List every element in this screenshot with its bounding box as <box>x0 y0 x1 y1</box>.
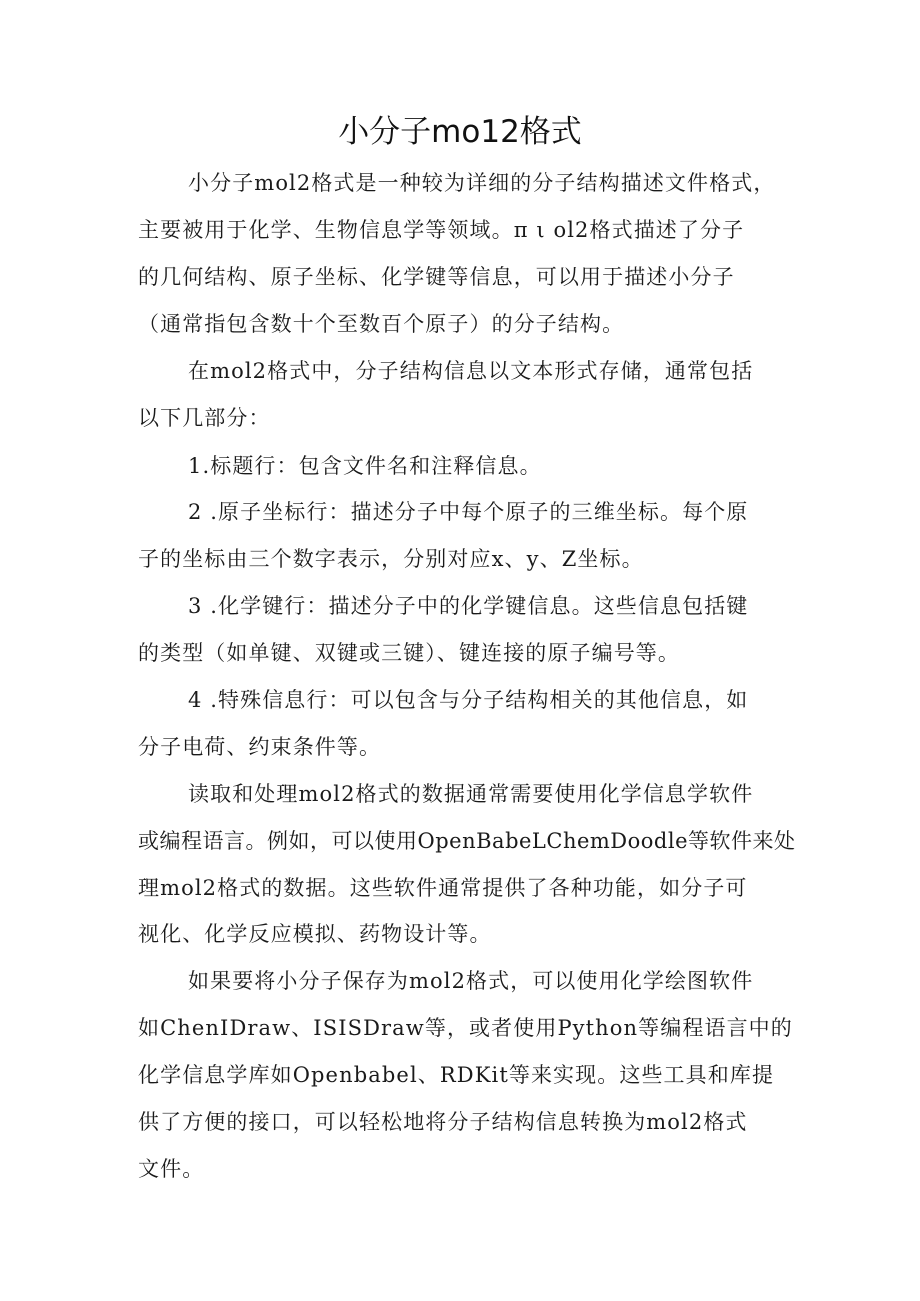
paragraph-line: 3 .化学键行：描述分子中的化学键信息。这些信息包括键 <box>188 594 749 618</box>
paragraph-line: 2 .原子坐标行：描述分子中每个原子的三维坐标。每个原 <box>188 500 749 524</box>
document-title: 小分子mo12格式 <box>338 114 582 150</box>
paragraph-line: 以下几部分： <box>138 406 271 430</box>
paragraph-line: 的几何结构、原子坐标、化学键等信息，可以用于描述小分子 <box>138 265 735 289</box>
paragraph-line: 如ChenIDraw、ISISDraw等，或者使用Python等编程语言中的 <box>138 1016 793 1040</box>
paragraph-line: 读取和处理mol2格式的数据通常需要使用化学信息学软件 <box>188 782 754 806</box>
paragraph-line: 1.标题行：包含文件名和注释信息。 <box>188 454 542 478</box>
paragraph-line: 视化、化学反应模拟、药物设计等。 <box>138 922 492 946</box>
paragraph-line: 文件。 <box>138 1157 205 1181</box>
paragraph-line: 如果要将小分子保存为mol2格式，可以使用化学绘图软件 <box>188 969 754 993</box>
paragraph-line: 供了方便的接口，可以轻松地将分子结构信息转换为mol2格式 <box>138 1110 748 1134</box>
paragraph-line: 子的坐标由三个数字表示，分别对应x、y、Z坐标。 <box>138 547 644 571</box>
paragraph-line: 在mol2格式中，分子结构信息以文本形式存储，通常包括 <box>188 359 754 383</box>
paragraph-line: 4 .特殊信息行：可以包含与分子结构相关的其他信息，如 <box>188 688 749 712</box>
paragraph-line: 化学信息学库如Openbabel、RDKit等来实现。这些工具和库提 <box>138 1063 775 1087</box>
paragraph-line: （通常指包含数十个至数百个原子）的分子结构。 <box>138 312 625 336</box>
paragraph-line: 小分子mol2格式是一种较为详细的分子结构描述文件格式， <box>188 171 776 195</box>
paragraph-line: 分子电荷、约束条件等。 <box>138 735 382 759</box>
paragraph-line: 主要被用于化学、生物信息学等领域。π ι ol2格式描述了分子 <box>138 218 745 242</box>
paragraph-line: 的类型（如单键、双键或三键）、键连接的原子编号等。 <box>138 641 680 665</box>
paragraph-line: 或编程语言。例如，可以使用OpenBabeLChemDoodle等软件来处 <box>138 829 796 853</box>
paragraph-line: 理mol2格式的数据。这些软件通常提供了各种功能，如分子可 <box>138 876 748 900</box>
